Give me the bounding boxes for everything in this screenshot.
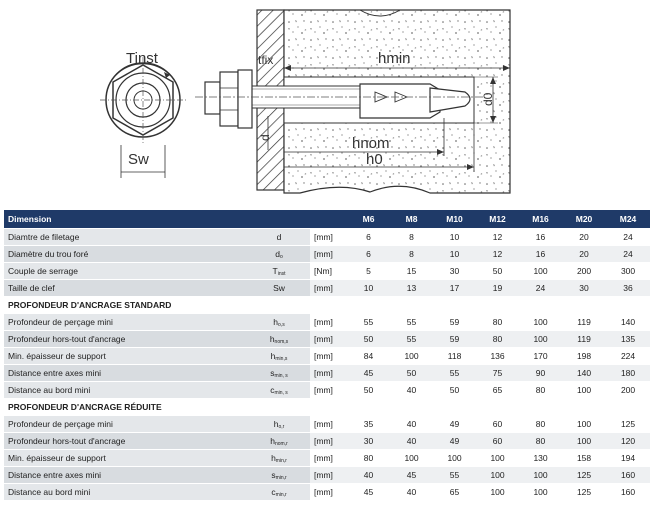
row-value: 12 (476, 229, 519, 246)
row-value: 300 (606, 263, 650, 280)
row-value: 40 (347, 467, 390, 484)
table-row (4, 280, 650, 297)
symbol-subscript: o,r (278, 423, 285, 430)
row-value: 119 (562, 314, 606, 331)
row-value: 100 (390, 450, 433, 467)
row-symbol (248, 229, 310, 246)
row-value: 125 (606, 416, 650, 433)
row-value: 55 (433, 365, 476, 382)
row-value: 45 (347, 484, 390, 501)
row-symbol (248, 467, 310, 484)
row-value: 200 (562, 263, 606, 280)
row-value: 16 (519, 229, 562, 246)
row-symbol (248, 246, 310, 263)
row-value: 30 (433, 263, 476, 280)
section-title: PROFONDEUR D'ANCRAGE RÉDUITE (4, 399, 650, 416)
row-value: 135 (606, 331, 650, 348)
row-symbol (248, 416, 310, 433)
row-value: 125 (562, 484, 606, 501)
row-label: Distance au bord mini (4, 484, 248, 501)
row-value: 120 (606, 433, 650, 450)
symbol-base: s (271, 469, 276, 480)
row-value: 84 (347, 348, 390, 365)
row-unit: [mm] (310, 348, 347, 365)
symbol-subscript: nom,r (274, 440, 288, 447)
sw-label: Sw (128, 151, 149, 168)
table-header-row (4, 210, 650, 229)
row-value: 100 (519, 263, 562, 280)
section-header-row (4, 297, 650, 314)
row-value: 80 (476, 314, 519, 331)
row-value: 19 (476, 280, 519, 297)
row-unit: [mm] (310, 331, 347, 348)
row-value: 24 (606, 246, 650, 263)
table-row (4, 382, 650, 399)
tfix-label: tfix (258, 53, 274, 67)
row-value: 10 (433, 246, 476, 263)
symbol-base: Sw (273, 282, 285, 293)
row-symbol (248, 263, 310, 280)
row-unit: [mm] (310, 467, 347, 484)
anchor-technical-drawing (0, 0, 654, 208)
row-value: 125 (562, 467, 606, 484)
symbol-subscript: min,r (275, 457, 287, 464)
row-value: 24 (519, 280, 562, 297)
row-value: 118 (433, 348, 476, 365)
row-symbol (248, 433, 310, 450)
row-value: 50 (347, 382, 390, 399)
table-row (4, 314, 650, 331)
symbol-subscript: inst (277, 270, 286, 277)
row-value: 170 (519, 348, 562, 365)
row-value: 36 (606, 280, 650, 297)
row-value: 80 (519, 416, 562, 433)
row-value: 100 (519, 467, 562, 484)
row-value: 65 (433, 484, 476, 501)
row-symbol (248, 450, 310, 467)
row-value: 40 (390, 382, 433, 399)
row-value: 50 (347, 331, 390, 348)
row-unit: [mm] (310, 246, 347, 263)
row-label: Taille de clef (4, 280, 248, 297)
row-value: 100 (476, 467, 519, 484)
row-unit: [Nm] (310, 263, 347, 280)
row-value: 160 (606, 467, 650, 484)
row-label: Distance entre axes mini (4, 467, 248, 484)
row-label: Couple de serrage (4, 263, 248, 280)
table-row (4, 348, 650, 365)
row-symbol (248, 382, 310, 399)
row-value: 90 (519, 365, 562, 382)
table-row (4, 331, 650, 348)
section-view (195, 10, 510, 193)
table-row (4, 365, 650, 382)
row-value: 80 (519, 382, 562, 399)
header-size: M6 (347, 210, 390, 229)
hnom-label: hnom (352, 135, 390, 152)
symbol-subscript: min, s (274, 372, 288, 379)
symbol-subscript: o (279, 253, 283, 260)
row-value: 30 (562, 280, 606, 297)
symbol-subscript: o,s (278, 321, 285, 328)
row-label: Min. épaisseur de support (4, 450, 248, 467)
section-title: PROFONDEUR D'ANCRAGE STANDARD (4, 297, 650, 314)
row-value: 40 (390, 416, 433, 433)
symbol-base: h (269, 333, 275, 344)
symbol-base: c (271, 486, 276, 497)
row-value: 6 (347, 246, 390, 263)
table-body (4, 229, 650, 501)
row-value: 10 (433, 229, 476, 246)
row-value: 194 (606, 450, 650, 467)
row-value: 6 (347, 229, 390, 246)
table-row (4, 433, 650, 450)
symbol-base: h (271, 452, 276, 463)
row-value: 55 (433, 467, 476, 484)
header-size: M24 (606, 210, 650, 229)
row-unit: [mm] (310, 382, 347, 399)
row-value: 100 (519, 484, 562, 501)
symbol-subscript: min,r (275, 474, 287, 481)
row-value: 30 (347, 433, 390, 450)
row-value: 59 (433, 331, 476, 348)
row-symbol (248, 314, 310, 331)
tinst-label: Tinst (126, 50, 158, 67)
row-symbol (248, 365, 310, 382)
row-value: 13 (390, 280, 433, 297)
header-size: M8 (390, 210, 433, 229)
row-value: 100 (476, 450, 519, 467)
row-value: 100 (390, 348, 433, 365)
row-value: 100 (562, 416, 606, 433)
row-value: 59 (433, 314, 476, 331)
table-row (4, 246, 650, 263)
row-label: Profondeur hors-tout d'ancrage (4, 433, 248, 450)
row-unit: [mm] (310, 280, 347, 297)
row-value: 35 (347, 416, 390, 433)
row-symbol (248, 348, 310, 365)
header-size: M12 (476, 210, 519, 229)
row-value: 17 (433, 280, 476, 297)
table-row (4, 263, 650, 280)
row-value: 119 (562, 331, 606, 348)
row-unit: [mm] (310, 314, 347, 331)
row-value: 55 (347, 314, 390, 331)
row-value: 80 (347, 450, 390, 467)
table-row (4, 416, 650, 433)
symbol-base: h (273, 316, 279, 327)
row-value: 200 (606, 382, 650, 399)
row-value: 80 (519, 433, 562, 450)
table-row (4, 467, 650, 484)
d0-label: d0 (481, 92, 495, 106)
row-value: 55 (390, 331, 433, 348)
row-value: 50 (476, 263, 519, 280)
row-value: 55 (390, 314, 433, 331)
row-value: 8 (390, 246, 433, 263)
row-label: Profondeur de perçage mini (4, 314, 248, 331)
row-value: 15 (390, 263, 433, 280)
header-size: M10 (433, 210, 476, 229)
symbol-base: c (270, 384, 275, 395)
row-label: Distance au bord mini (4, 382, 248, 399)
row-value: 20 (562, 229, 606, 246)
row-value: 160 (606, 484, 650, 501)
header-dimension: Dimension (4, 210, 347, 229)
row-value: 49 (433, 433, 476, 450)
symbol-subscript: nom,s (274, 338, 289, 345)
h0-label: h0 (366, 151, 383, 168)
section-header-row (4, 399, 650, 416)
row-value: 20 (562, 246, 606, 263)
row-value: 49 (433, 416, 476, 433)
row-value: 45 (347, 365, 390, 382)
symbol-subscript: min,r (275, 491, 287, 498)
row-value: 100 (519, 314, 562, 331)
symbol-base: h (273, 418, 279, 429)
anchor-specification-table (4, 210, 650, 501)
row-value: 50 (433, 382, 476, 399)
d-label: d (258, 134, 272, 141)
row-value: 100 (562, 382, 606, 399)
row-value: 75 (476, 365, 519, 382)
row-value: 12 (476, 246, 519, 263)
row-symbol (248, 484, 310, 501)
row-value: 224 (606, 348, 650, 365)
symbol-base: h (270, 350, 276, 361)
row-value: 8 (390, 229, 433, 246)
row-value: 65 (476, 382, 519, 399)
row-symbol (248, 331, 310, 348)
row-value: 24 (606, 229, 650, 246)
row-value: 100 (562, 433, 606, 450)
header-size: M16 (519, 210, 562, 229)
row-value: 180 (606, 365, 650, 382)
row-value: 158 (562, 450, 606, 467)
symbol-base: h (270, 435, 275, 446)
hmin-label: hmin (378, 50, 411, 67)
row-value: 10 (347, 280, 390, 297)
row-value: 50 (390, 365, 433, 382)
row-value: 198 (562, 348, 606, 365)
row-value: 5 (347, 263, 390, 280)
row-label: Profondeur hors-tout d'ancrage (4, 331, 248, 348)
row-value: 136 (476, 348, 519, 365)
row-symbol (248, 280, 310, 297)
row-unit: [mm] (310, 229, 347, 246)
symbol-base: s (270, 367, 275, 378)
table-row (4, 450, 650, 467)
row-value: 60 (476, 433, 519, 450)
symbol-subscript: min, s (274, 389, 288, 396)
table-row (4, 484, 650, 501)
row-value: 60 (476, 416, 519, 433)
row-unit: [mm] (310, 484, 347, 501)
row-value: 100 (519, 331, 562, 348)
symbol-subscript: min,s (275, 355, 288, 362)
row-value: 100 (433, 450, 476, 467)
row-value: 140 (606, 314, 650, 331)
row-value: 45 (390, 467, 433, 484)
row-value: 40 (390, 484, 433, 501)
header-size: M20 (562, 210, 606, 229)
row-label: Distance entre axes mini (4, 365, 248, 382)
row-value: 100 (476, 484, 519, 501)
row-value: 16 (519, 246, 562, 263)
table-row (4, 229, 650, 246)
row-value: 80 (476, 331, 519, 348)
row-unit: [mm] (310, 433, 347, 450)
symbol-base: d (276, 231, 282, 242)
row-unit: [mm] (310, 450, 347, 467)
row-label: Min. épaisseur de support (4, 348, 248, 365)
row-unit: [mm] (310, 416, 347, 433)
row-label: Profondeur de perçage mini (4, 416, 248, 433)
row-label: Diamtre de filetage (4, 229, 248, 246)
symbol-base: d (275, 248, 280, 259)
row-label: Diamètre du trou foré (4, 246, 248, 263)
row-unit: [mm] (310, 365, 347, 382)
row-value: 40 (390, 433, 433, 450)
row-value: 140 (562, 365, 606, 382)
row-value: 130 (519, 450, 562, 467)
symbol-base: T (272, 265, 278, 276)
